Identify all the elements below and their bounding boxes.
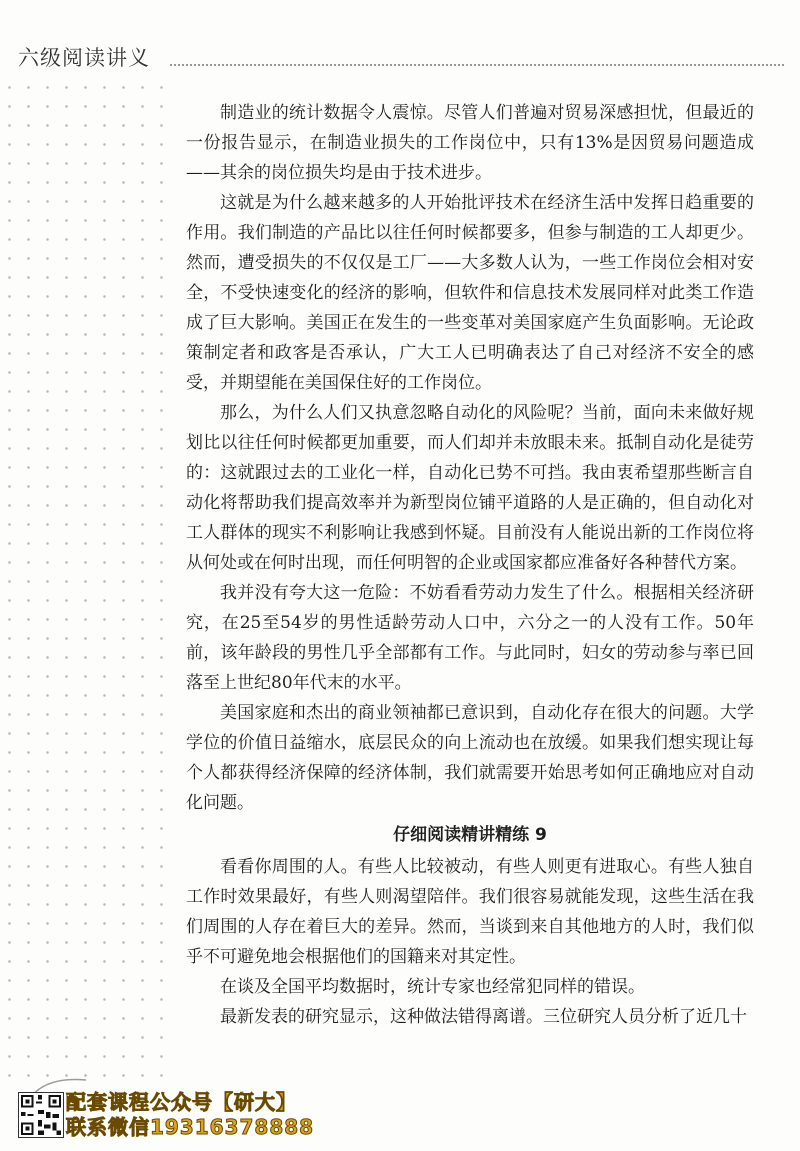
section-heading: 仔细阅读精讲精练 9 — [393, 825, 547, 845]
promo-watermark — [66, 1090, 314, 1140]
promo-line-2: 联系微信19316378888 — [66, 1115, 315, 1139]
paragraph: 那么，为什么人们又执意忽略自动化的风险呢？当前，面向未来做好规划比以往任何时候都更加重要，而人们却并未放眼未来。抵制自动化是徒劳的：这就跟过去的工业化一样，自动化已势不可挡。我由衷希望那些断言自动化将帮助我们提高效率并为新型岗位铺平道路的人是正确的，但自动化对工人群体的现实不利影响让我感到怀疑。目前没有人能说出新的工作岗位将从何处或在何时出现，而任何明智的企业或国家都应准备好各种替代方案。 — [186, 403, 754, 573]
paragraph: 制造业的统计数据令人震惊。尽管人们普遍对贸易深感担忧，但最近的一份报告显示，在制造业损失的工作岗位中，只有13%是因贸易问题造成——其余的岗位损失均是由于技术进步。 — [186, 103, 754, 183]
dot-grid-margin — [0, 78, 170, 1088]
qr-code-icon — [18, 1092, 64, 1138]
running-header-title: 六级阅读讲义 — [18, 46, 150, 70]
paragraph: 看看你周围的人。有些人比较被动，有些人则更有进取心。有些人独自工作时效果最好，有些人则渴望陪伴。我们很容易就能发现，这些生活在我们周围的人存在着巨大的差异。然而，当谈到来自其他地方的人时，我们似乎不可避免地会根据他们的国籍来对其定性。 — [186, 857, 754, 967]
paragraph: 最新发表的研究显示，这种做法错得离谱。三位研究人员分析了近几十 — [220, 1007, 747, 1027]
paragraph: 我并没有夸大这一危险：不妨看看劳动力发生了什么。根据相关经济研究，在25至54岁的男性适龄劳动人口中，六分之一的人没有工作。50年前，该年龄段的男性几乎全部都有工作。与此同时，妇女的劳动参与率已回落至上世纪80年代末的水平。 — [186, 583, 754, 693]
main-text — [186, 98, 754, 1032]
paragraph: 在谈及全国平均数据时，统计专家也经常犯同样的错误。 — [220, 977, 645, 997]
header-dotted-rule — [170, 64, 784, 66]
promo-line-1: 配套课程公众号【研大】 — [66, 1090, 297, 1114]
paragraph: 这就是为什么越来越多的人开始批评技术在经济生活中发挥日趋重要的作用。我们制造的产品比以往任何时候都要多，但参与制造的工人却更少。然而，遭受损失的不仅仅是工厂——大多数人认为，一些工作岗位会相对安全，不受快速变化的经济的影响，但软件和信息技术发展同样对此类工作造成了巨大影响。美国正在发生的一些变革对美国家庭产生负面影响。无论政策制定者和政客是否承认，广大工人已明确表达了自己对经济不安全的感受，并期望能在美国保住好的工作岗位。 — [186, 193, 754, 393]
paragraph: 美国家庭和杰出的商业领袖都已意识到，自动化存在很大的问题。大学学位的价值日益缩水，底层民众的向上流动也在放缓。如果我们想实现让每个人都获得经济保障的经济体制，我们就需要开始思考如何正确地应对自动化问题。 — [186, 703, 754, 813]
